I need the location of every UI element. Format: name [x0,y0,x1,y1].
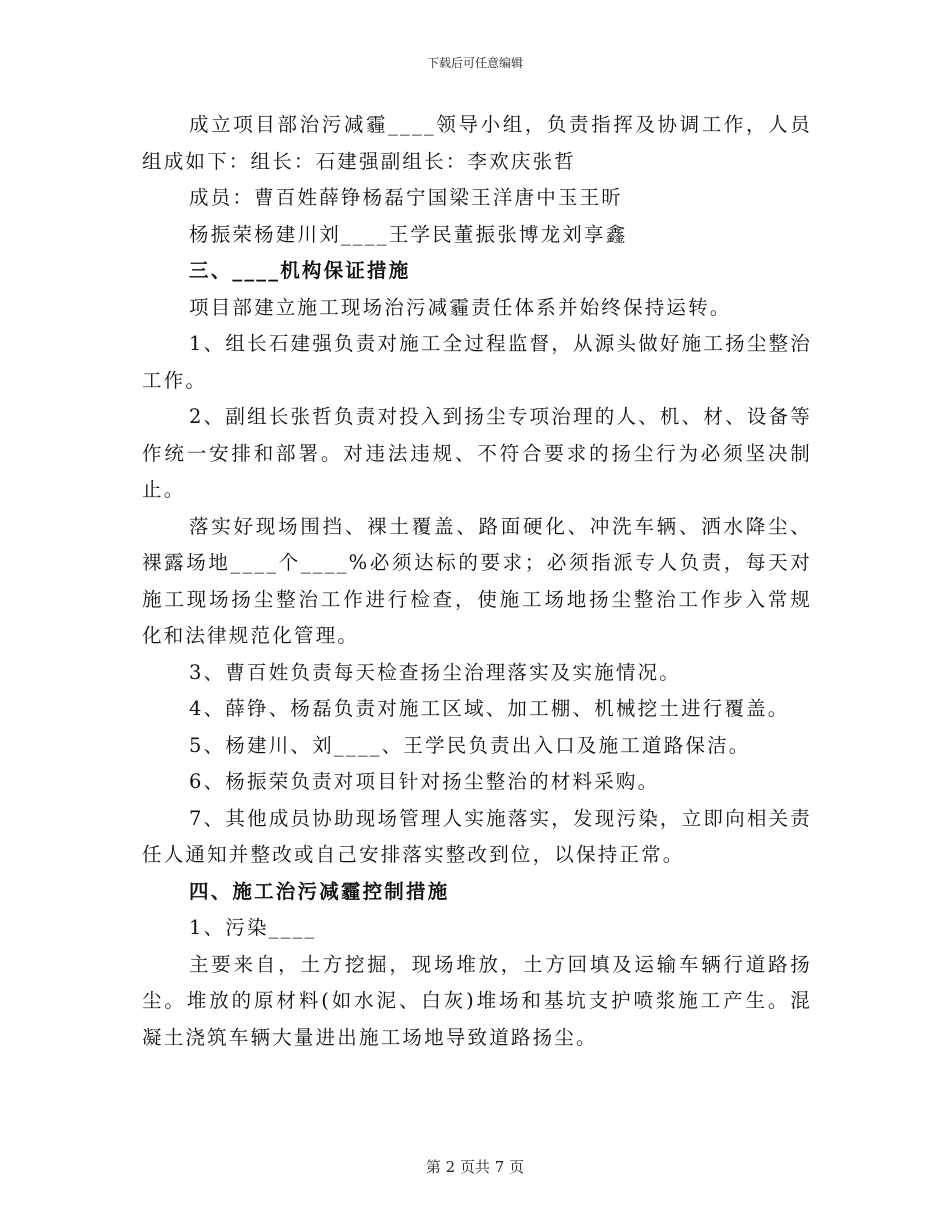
paragraph-responsibility-system: 项目部建立施工现场治污减霾责任体系并始终保持运转。 [189,295,732,319]
paragraph-item-4: 4、薛铮、杨磊负责对施工区域、加工棚、机械挖土进行覆盖。 [189,697,790,720]
paragraph-item-5: 5、杨建川、刘____、王学民负责出入口及施工道路保洁。 [189,733,751,757]
paragraph-item-3: 3、曹百姓负责每天检查扬尘治理落实及实施情况。 [189,660,682,684]
paragraph-item-7: 7、其他成员协助现场管理人实施落实，发现污染，立即向相关责任人通知并整改或自己安排落实整改到位，以保持正常。 [142,806,812,866]
paragraph-item-6: 6、杨振荣负责对项目针对扬尘整治的材料采购。 [189,770,660,793]
section-heading-3: 三、____机构保证措施 [189,259,411,282]
section-heading-4: 四、施工治污减霾控制措施 [189,879,450,903]
paragraph-team-intro: 成立项目部治污减霾____领导小组，负责指挥及协调工作，人员组成如下：组长：石建强副组长：李欢庆张哲 [142,113,812,173]
paragraph-item-1: 1、组长石建强负责对施工全过程监督，从源头做好施工扬尘整治工作。 [142,332,812,392]
page-header: 下载后可任意编辑 [426,56,523,70]
paragraph-members-cont: 杨振荣杨建川刘____王学民董振张博龙刘享鑫 [189,222,628,246]
paragraph-item-2: 2、副组长张哲负责对投入到扬尘专项治理的人、机、材、设备等作统一安排和部署。对违法违规、不符合要求的扬尘行为必须坚决制止。 [142,405,812,501]
paragraph-members: 成员：曹百姓薛铮杨磊宁国梁王洋唐中玉王昕 [189,186,624,209]
paragraph-implementation: 落实好现场围挡、裸土覆盖、路面硬化、冲洗车辆、洒水降尘、裸露场地____个____%必须达标的要求；必须指派专人负责，每天对施工现场扬尘整治工作进行检查，使施工场地扬尘整治工作步入常规化和法律规范化管理。 [142,514,812,647]
document-body [142,107,812,1056]
paragraph-pollution-sources: 主要来自，土方挖掘，现场堆放，土方回填及运输车辆行道路扬尘。堆放的原材料(如水泥、白灰)堆场和基坑支护喷浆施工产生。混凝土浇筑车辆大量进出施工场地导致道路扬尘。 [142,952,812,1049]
page-footer: 第 2 页共 7 页 [425,1158,525,1176]
paragraph-pollution-heading: 1、污染____ [189,916,317,939]
